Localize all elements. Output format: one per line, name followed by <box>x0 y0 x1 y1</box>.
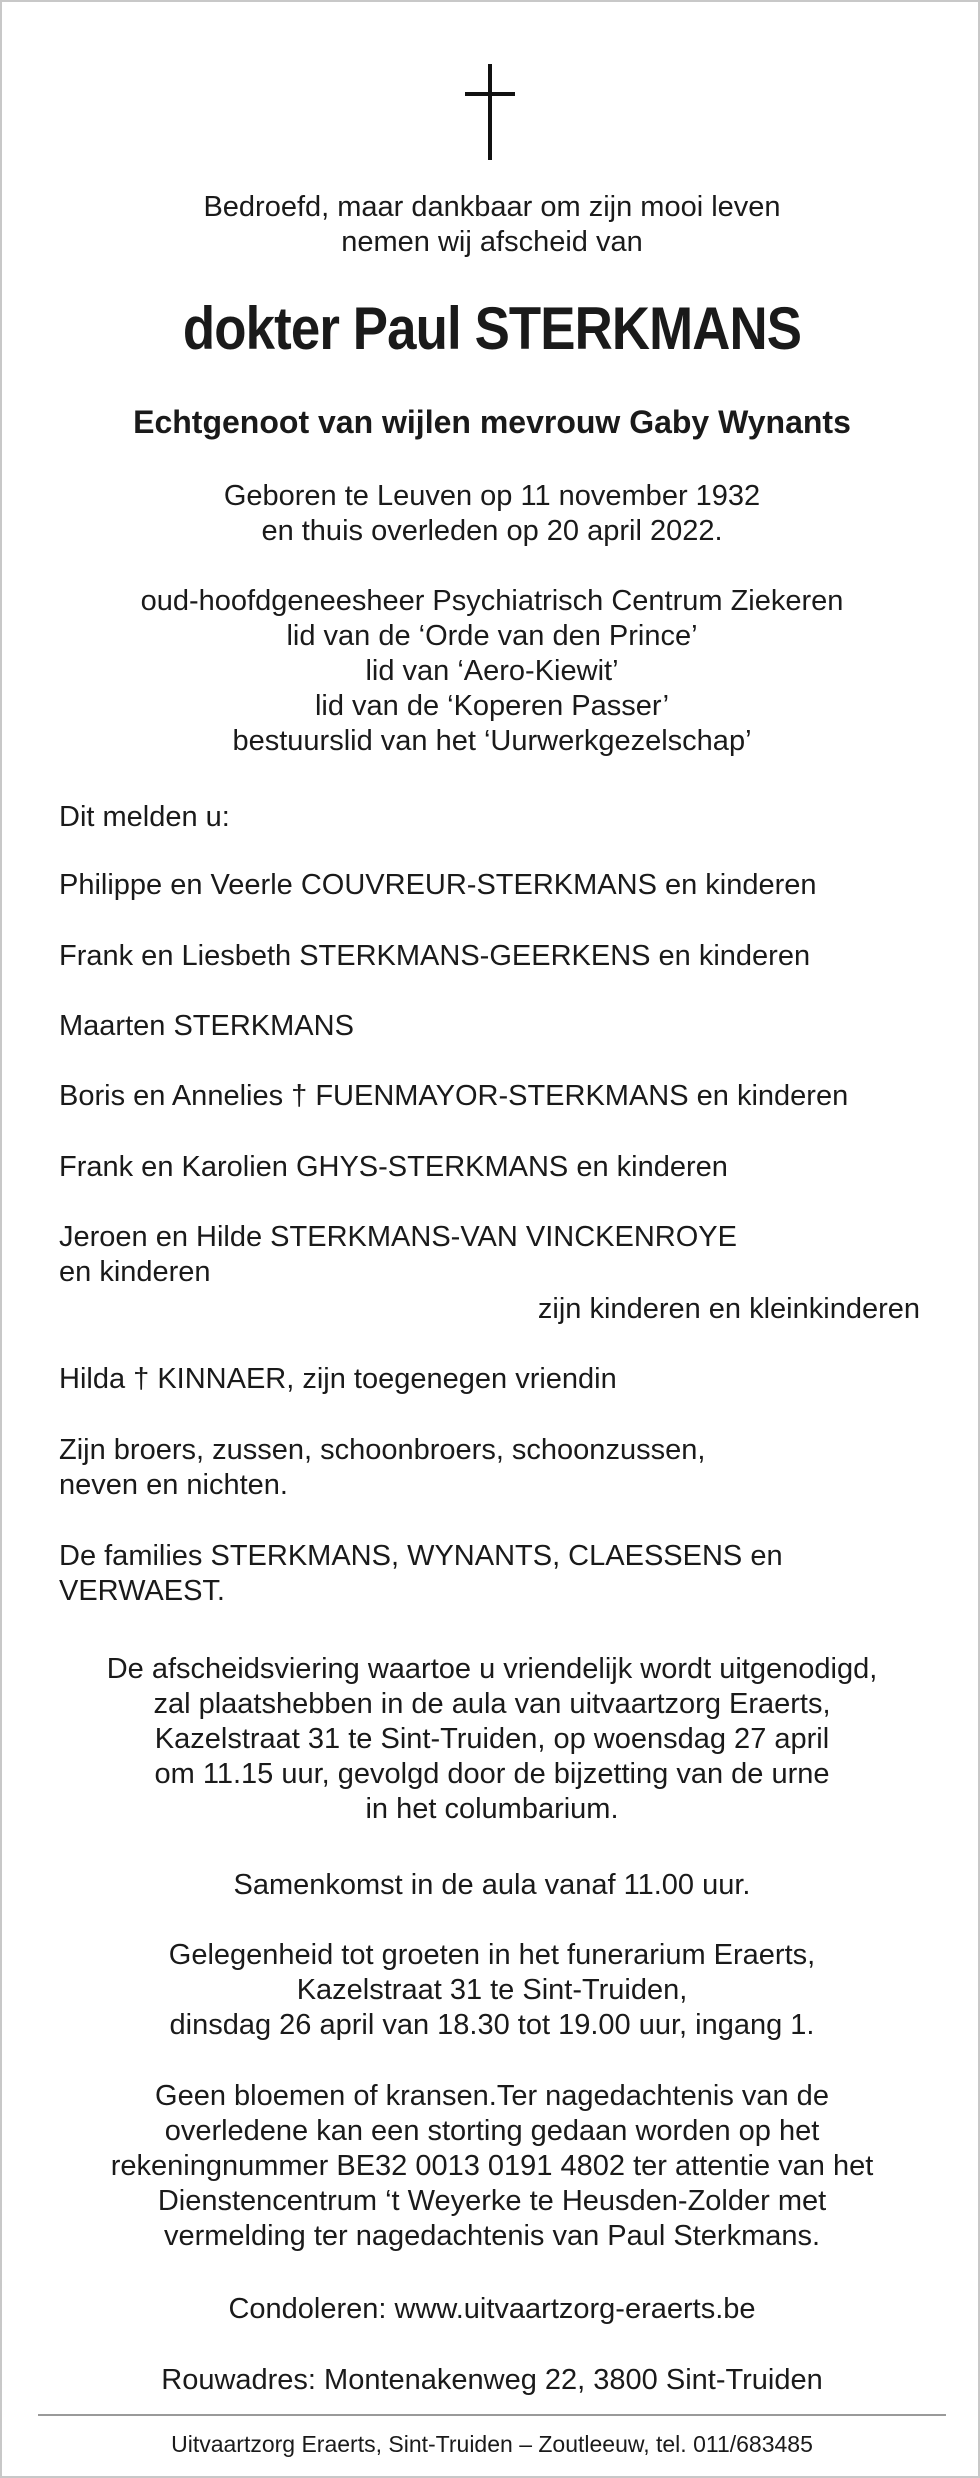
spouse-line: Echtgenoot van wijlen mevrouw Gaby Wynants <box>133 404 851 440</box>
relatives-line: Zijn broers, zussen, schoonbroers, schoonzussen, <box>59 1434 706 1466</box>
role-line: lid van de ‘Koperen Passer’ <box>314 690 670 722</box>
family-line: en kinderen <box>59 1256 211 1288</box>
donation <box>2 2079 980 2254</box>
birth-line: Geboren te Leuven op 11 november 1932 <box>223 480 761 512</box>
family-line: Jeroen en Hilde STERKMANS-VAN VINCKENROYE <box>59 1221 737 1253</box>
deceased-name: dokter Paul STERKMANS <box>182 295 802 362</box>
visitation <box>2 1938 980 2043</box>
role-line: bestuurslid van het ‘Uurwerkgezelschap’ <box>232 725 752 757</box>
family-line: Frank en Karolien GHYS-STERKMANS en kinderen <box>59 1151 728 1183</box>
ceremony-line: in het columbarium. <box>365 1793 619 1825</box>
visitation-line: Kazelstraat 31 te Sint-Truiden, <box>296 1974 688 2006</box>
ceremony <box>2 1652 980 1827</box>
visitation-line: dinsdag 26 april van 18.30 tot 19.00 uur, ingang 1. <box>169 2009 815 2041</box>
relatives-line: neven en nichten. <box>59 1469 288 1501</box>
family-line: Boris en Annelies † FUENMAYOR-STERKMANS en kinderen <box>59 1080 849 1112</box>
address-line: Rouwadres: Montenakenweg 22, 3800 Sint-Truiden <box>161 2364 823 2396</box>
donation-line: overledene kan een storting gedaan worden op het <box>164 2115 820 2147</box>
visitation-line: Gelegenheid tot groeten in het funerarium Eraerts, <box>168 1939 816 1971</box>
gathering-line: Samenkomst in de aula vanaf 11.00 uur. <box>233 1869 751 1901</box>
family-line: Philippe en Veerle COUVREUR-STERKMANS en kinderen <box>59 869 817 901</box>
ceremony-line: Kazelstraat 31 te Sint-Truiden, op woensdag 27 april <box>154 1723 830 1755</box>
donation-line: vermelding ter nagedachtenis van Paul Sterkmans. <box>163 2220 821 2252</box>
announce-line: Dit melden u: <box>59 801 230 833</box>
ceremony-line: om 11.15 uur, gevolgd door de bijzetting van de urne <box>154 1758 830 1790</box>
roles <box>2 584 980 759</box>
families-line: VERWAEST. <box>59 1575 225 1607</box>
role-line: lid van de ‘Orde van den Prince’ <box>286 620 698 652</box>
condolences-line: Condoleren: www.uitvaartzorg-eraerts.be <box>228 2293 756 2325</box>
birth-death <box>2 479 980 549</box>
family-line: Frank en Liesbeth STERKMANS-GEERKENS en kinderen <box>59 940 811 972</box>
families-line: De families STERKMANS, WYNANTS, CLAESSENS en <box>59 1540 783 1572</box>
donation-line: rekeningnummer BE32 0013 0191 4802 ter attentie van het <box>110 2150 874 2182</box>
donation-line: Geen bloemen of kransen.Ter nagedachtenis van de <box>155 2080 829 2112</box>
death-line: en thuis overleden op 20 april 2022. <box>261 515 723 547</box>
role-line: lid van ‘Aero-Kiewit’ <box>365 655 619 687</box>
cross-icon <box>465 64 515 160</box>
donation-line: Dienstencentrum ‘t Weyerke te Heusden-Zolder met <box>157 2185 827 2217</box>
ceremony-line: zal plaatshebben in de aula van uitvaartzorg Eraerts, <box>153 1688 831 1720</box>
family-line: Maarten STERKMANS <box>59 1010 354 1042</box>
footer-divider <box>38 2414 946 2416</box>
family-caption: zijn kinderen en kleinkinderen <box>537 1293 920 1325</box>
intro-line: Bedroefd, maar dankbaar om zijn mooi leven <box>203 191 781 223</box>
footer-text: Uitvaartzorg Eraerts, Sint-Truiden – Zoutleeuw, tel. 011/683485 <box>171 2431 813 2457</box>
friend-line: Hilda † KINNAER, zijn toegenegen vriendin <box>59 1363 617 1395</box>
ceremony-line: De afscheidsviering waartoe u vriendelijk wordt uitgenodigd, <box>106 1653 878 1685</box>
role-line: oud-hoofdgeneesheer Psychiatrisch Centrum Ziekeren <box>140 585 844 617</box>
intro <box>2 190 980 260</box>
intro-line: nemen wij afscheid van <box>341 226 643 258</box>
